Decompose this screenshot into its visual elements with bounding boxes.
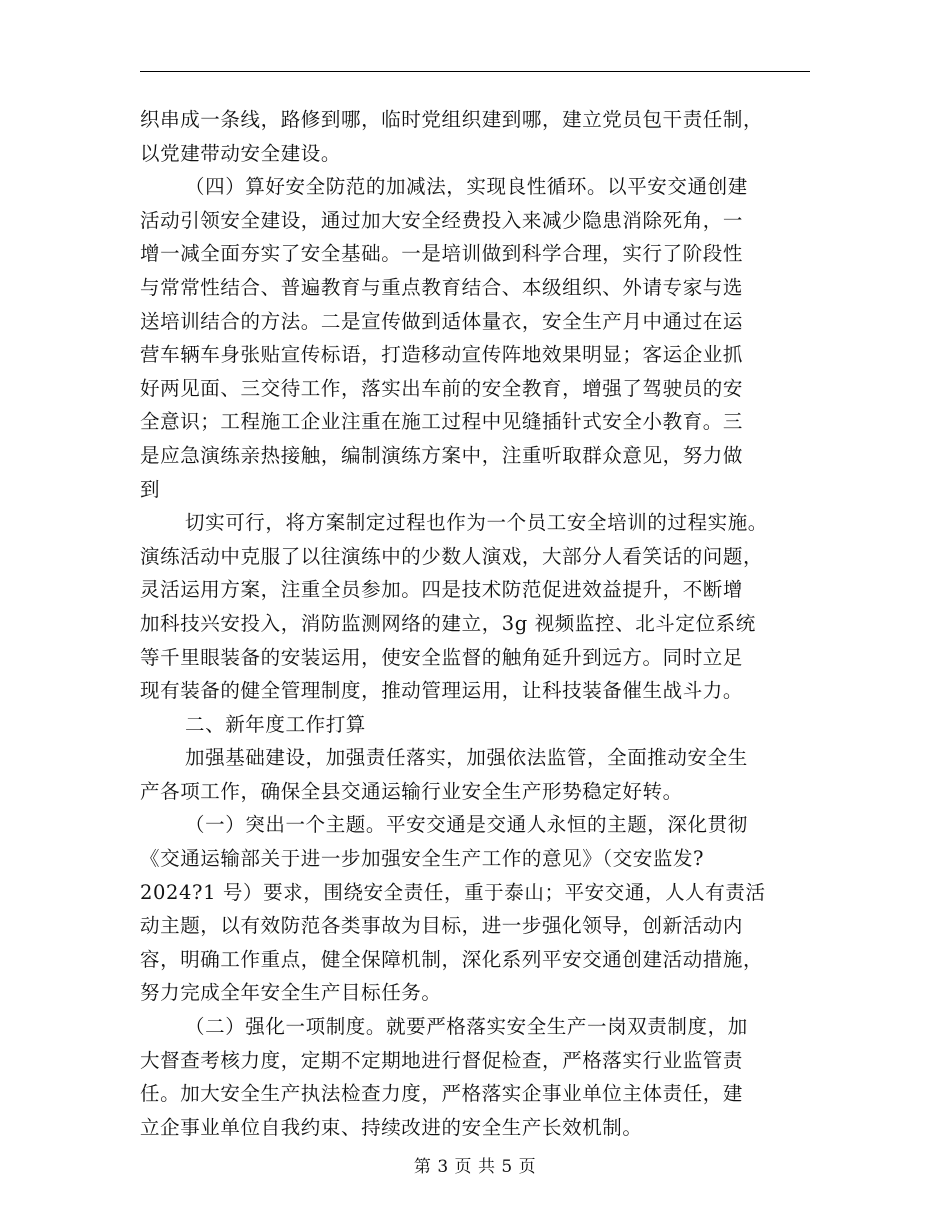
text-line: 容，明确工作重点，健全保障机制，深化系列平安交通创建活动措施，: [140, 947, 764, 971]
page-number-footer: 第 3 页 共 5 页: [413, 1157, 537, 1177]
paragraph-start-line: （二）强化一项制度。就要严格落实安全生产一岗双责制度，加: [185, 1015, 748, 1039]
text-line: 增一减全面夯实了安全基础。一是培训做到科学合理，实行了阶段性: [140, 242, 744, 266]
text-line: 活动引领安全建设，通过加大安全经费投入来减少隐患消除死角，一: [140, 208, 744, 232]
text-line: 加科技兴安投入，消防监测网络的建立，3g 视频监控、北斗定位系统: [140, 611, 756, 635]
document-body: [140, 103, 810, 1144]
text-line: 织串成一条线，路修到哪，临时党组织建到哪，建立党员包干责任制，: [140, 108, 764, 131]
paragraph-start-line: 加强基础建设，加强责任落实，加强依法监管，全面推动安全生: [185, 746, 748, 770]
paragraph-start-line: 切实可行，将方案制定过程也作为一个员工安全培训的过程实施。: [185, 511, 768, 535]
text-line: 以党建带动安全建设。: [140, 141, 342, 165]
text-line: 营车辆车身张贴宣传标语，打造移动宣传阵地效果明显；客运企业抓: [140, 343, 744, 367]
text-line: 2024?1 号）要求，围绕安全责任，重于泰山；平安交通，人人有责活: [140, 880, 766, 904]
paragraph-start-line: （四）算好安全防范的加减法，实现良性循环。以平安交通创建: [185, 175, 748, 199]
text-line: 立企事业单位自我约束、持续改进的安全生产长效机制。: [140, 1115, 643, 1139]
section-heading: 二、新年度工作打算: [185, 712, 366, 736]
text-line: 大督查考核力度，定期不定期地进行督促检查，严格落实行业监管责: [140, 1048, 744, 1072]
text-line: 产各项工作，确保全县交通运输行业安全生产形势稳定好转。: [140, 779, 683, 803]
text-line: 好两见面、三交待工作，落实出车前的安全教育，增强了驾驶员的安: [140, 376, 744, 400]
text-line: 《交通运输部关于进一步加强安全生产工作的意见》（交安监发?: [140, 847, 705, 871]
text-line: 演练活动中克服了以往演练中的少数人演戏，大部分人看笑话的问题，: [140, 544, 764, 568]
text-line: 灵活运用方案，注重全员参加。四是技术防范促进效益提升，不断增: [140, 578, 744, 602]
text-line: 到: [140, 477, 161, 501]
text-line: 送培训结合的方法。二是宣传做到适体量衣，安全生产月中通过在运: [140, 309, 744, 333]
text-line: 动主题，以有效防范各类事故为目标，进一步强化领导，创新活动内: [140, 914, 744, 938]
text-line: 任。加大安全生产执法检查力度，严格落实企事业单位主体责任，建: [140, 1082, 744, 1106]
text-line: 与常常性结合、普遍教育与重点教育结合、本级组织、外请专家与选: [140, 275, 744, 299]
text-line: 等千里眼装备的安装运用，使安全监督的触角延升到远方。同时立足: [140, 645, 744, 669]
text-line: 努力完成全年安全生产目标任务。: [140, 981, 442, 1005]
header-rule: [140, 71, 810, 72]
text-line: 全意识；工程施工企业注重在施工过程中见缝插针式安全小教育。三: [140, 410, 744, 434]
paragraph-start-line: （一）突出一个主题。平安交通是交通人永恒的主题，深化贯彻: [185, 813, 748, 837]
text-line: 是应急演练亲热接触，编制演练方案中，注重听取群众意见，努力做: [140, 443, 744, 467]
text-line: 现有装备的健全管理制度，推动管理运用，让科技装备催生战斗力。: [140, 679, 744, 703]
